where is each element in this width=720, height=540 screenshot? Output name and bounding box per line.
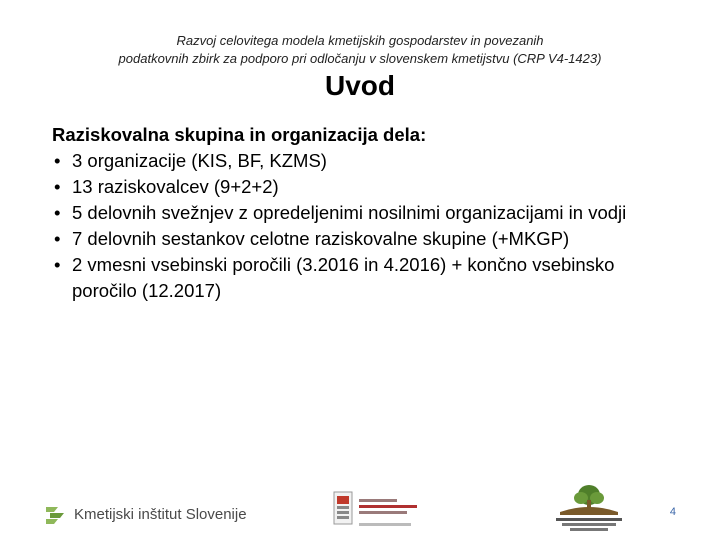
bullet-icon: • — [54, 254, 61, 275]
bullet-item — [52, 200, 682, 226]
bullet-icon: • — [54, 228, 61, 249]
bullet-text: 7 delovnih sestankov celotne raziskovalne skupine (+MKGP) — [72, 228, 570, 249]
university-logo — [333, 491, 423, 531]
bullet-list — [52, 148, 682, 304]
kis-logo — [44, 496, 247, 532]
content-lead: Raziskovalna skupina in organizacija dela: — [52, 124, 427, 145]
header-line-1: Razvoj celovitega modela kmetijskih gospodarstev in povezanih — [176, 33, 544, 48]
header-line-2: podatkovnih zbirk za podporo pri odločanju v slovenskem kmetijstvu (CRP V4-1423) — [118, 51, 602, 66]
bullet-text: 2 vmesni vsebinski poročili (3.2016 in 4.2016) + končno vsebinsko poročilo (12.2017) — [72, 254, 615, 301]
bullet-text: 5 delovnih svežnjev z opredeljenimi nosilnimi organizacijami in vodji — [72, 202, 627, 223]
bullet-item — [52, 226, 682, 252]
bullet-item — [52, 252, 682, 304]
university-logo-lines — [359, 491, 417, 526]
bullet-icon: • — [54, 150, 61, 171]
bullet-icon: • — [54, 176, 61, 197]
slide-title: Uvod — [325, 70, 395, 101]
tree-logo-icon — [548, 482, 630, 532]
page-number: 4 — [669, 506, 676, 518]
slide-header — [40, 32, 680, 68]
kis-logo-icon — [44, 503, 68, 525]
bullet-item — [52, 174, 682, 200]
bullet-text: 3 organizacije (KIS, BF, KZMS) — [72, 150, 327, 171]
crest-icon — [333, 491, 353, 525]
bullet-text: 13 raziskovalcev (9+2+2) — [72, 176, 279, 197]
bullet-icon: • — [54, 202, 61, 223]
bullet-item — [52, 148, 682, 174]
kis-name: Kmetijski inštitut Slovenije — [74, 505, 247, 523]
slide-content — [52, 122, 682, 304]
